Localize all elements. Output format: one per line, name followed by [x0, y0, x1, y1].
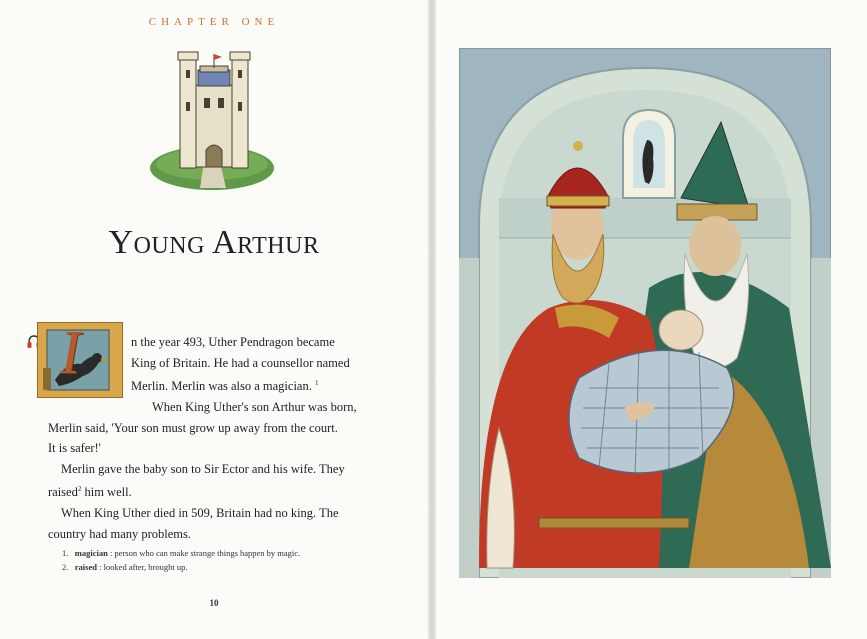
footnote-number: 2. [62, 562, 69, 572]
chapter-title: Young Arthur [108, 224, 320, 261]
footnote-number: 1. [62, 548, 69, 558]
text-fragment: him well. [84, 485, 132, 500]
footnote-term: raised [74, 562, 97, 572]
text-fragment: Merlin. Merlin was also a magician. [131, 379, 312, 394]
book-gutter [428, 0, 436, 639]
king-merlin-illustration [459, 48, 831, 578]
footnote-ref: 1 [314, 379, 319, 388]
footnote-definition: : person who can make strange things happen by magic. [109, 548, 301, 558]
text-line: It is safer!' [48, 441, 101, 456]
text-line [48, 373, 394, 397]
text-fragment: raised [48, 485, 78, 500]
footnote-item [62, 546, 300, 560]
footnote-term: magician [74, 548, 108, 558]
page-number: 10 [209, 598, 219, 608]
text-line: Merlin said, 'Your son must grow up away from the court. [48, 420, 338, 435]
text-line: n the year 493, Uther Pendragon became [131, 335, 335, 349]
footnote-ref: 2 [77, 485, 82, 494]
footnote-item [62, 560, 300, 574]
text-line: King of Britain. He had a counsellor named [131, 355, 350, 370]
footnote-definition: : looked after, brought up. [99, 562, 188, 572]
footnotes [62, 546, 300, 574]
story-text [48, 332, 394, 544]
text-line: country had many problems. [48, 526, 192, 541]
text-line: Merlin gave the baby son to Sir Ector and his wife. They [61, 461, 345, 476]
text-line [48, 479, 394, 503]
castle-illustration [142, 40, 282, 190]
text-line: When King Uther's son Arthur was born, [152, 399, 357, 414]
drop-cap-letter: I [60, 319, 81, 387]
chapter-label: CHAPTER ONE [148, 16, 280, 28]
text-line: When King Uther died in 509, Britain had no king. The [61, 506, 339, 521]
